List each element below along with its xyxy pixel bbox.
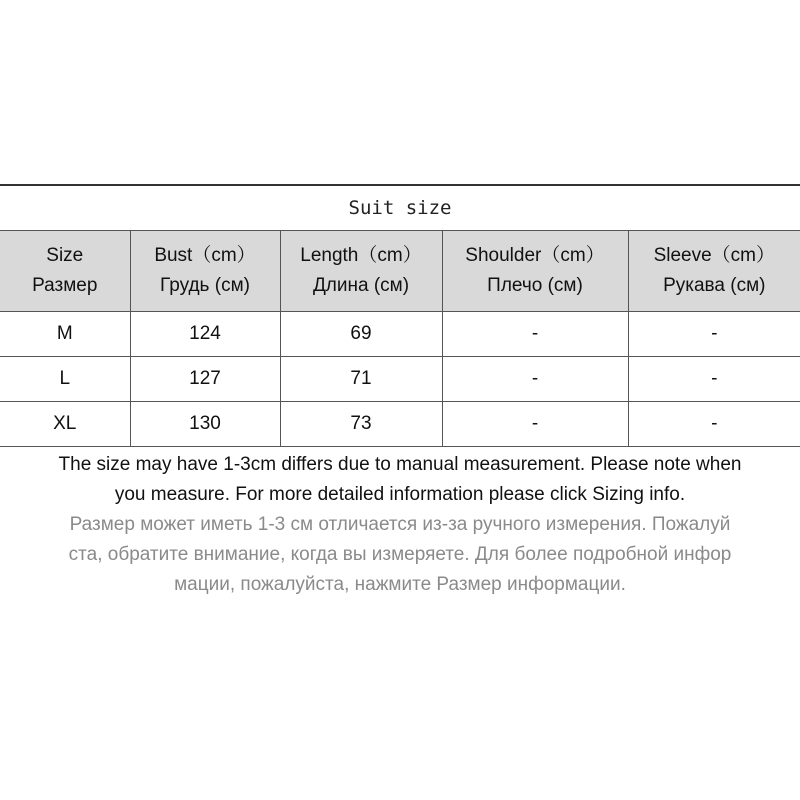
cell-shoulder: - [442,402,628,447]
note-english [0,450,800,510]
header-row [0,231,800,312]
header-length: Length（cm） Длина (см) [280,231,442,312]
note-line: you measure. For more detailed information please click Sizing info. [114,484,686,505]
cell-sleeve: - [628,402,800,447]
note-line: ста, обратите внимание, когда вы измеряете. Для более подробной инфор [68,544,732,565]
header-bust: Bust（cm） Грудь (см) [130,231,280,312]
table-row [0,402,800,447]
cell-bust: 130 [130,402,280,447]
header-sleeve: Sleeve（cm） Рукава (см) [628,231,800,312]
cell-sleeve: - [628,312,800,357]
cell-shoulder: - [442,312,628,357]
cell-bust: 124 [130,312,280,357]
note-line: Размер может иметь 1-3 см отличается из-за ручного измерения. Пожалуй [69,514,731,535]
cell-size: M [0,312,130,357]
cell-sleeve: - [628,357,800,402]
cell-size: L [0,357,130,402]
note-line: The size may have 1-3cm differs due to manual measurement. Please note when [58,454,742,475]
size-chart [0,184,800,447]
cell-shoulder: - [442,357,628,402]
cell-length: 71 [280,357,442,402]
note-line: мации, пожалуйста, нажмите Размер информации. [174,574,626,595]
table-row [0,312,800,357]
measurement-note [0,450,800,600]
header-size: Size Размер [0,231,130,312]
cell-size: XL [0,402,130,447]
table-title: Suit size [0,185,800,231]
cell-length: 69 [280,312,442,357]
cell-length: 73 [280,402,442,447]
table-row [0,357,800,402]
cell-bust: 127 [130,357,280,402]
note-russian [0,510,800,600]
size-table [0,184,800,447]
header-shoulder: Shoulder（cm） Плечо (см) [442,231,628,312]
